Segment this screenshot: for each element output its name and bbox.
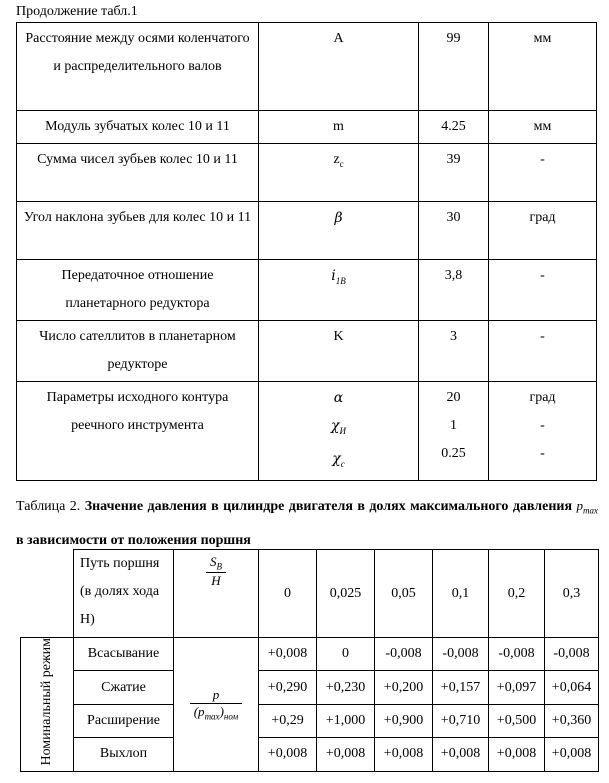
value-cell: -0,008 xyxy=(433,638,489,671)
symbol-chi-i: $\chi_И$ xyxy=(331,418,346,436)
value-cell: +0,064 xyxy=(545,671,599,704)
value-cell: -0,008 xyxy=(545,638,599,671)
value-cell: +0,008 xyxy=(375,738,433,771)
stroke-name: Всасывание xyxy=(74,638,174,671)
value-cell: +0,230 xyxy=(317,671,375,704)
symbol-alpha: α xyxy=(333,390,344,406)
value-cell: +0,710 xyxy=(433,704,489,737)
param-unit: град - - xyxy=(489,382,597,481)
param-value: 20 1 0.25 xyxy=(419,382,489,481)
position-cell: 0,025 xyxy=(317,550,375,638)
param-name: Число сателлитов в планетарном редукторе xyxy=(17,321,259,382)
value-cell: +0,008 xyxy=(317,738,375,771)
param-name: Модуль зубчатых колес 10 и 11 xyxy=(17,111,259,144)
value-cell: -0,008 xyxy=(375,638,433,671)
param-value: 3,8 xyxy=(419,260,489,321)
table-row xyxy=(21,638,599,671)
table1-caption: Продолжение табл.1 xyxy=(16,4,138,19)
param-unit: мм xyxy=(489,23,597,111)
empty-corner xyxy=(21,550,74,638)
param-value: 39 xyxy=(419,144,489,202)
table-row xyxy=(21,704,599,737)
value-cell: +0,900 xyxy=(375,704,433,737)
param-name: Передаточное отношение планетарного редуктора xyxy=(17,260,259,321)
value-cell: +0,290 xyxy=(259,671,317,704)
value-cell: +0,008 xyxy=(259,738,317,771)
param-value: 99 xyxy=(419,23,489,111)
value-cell: -0,008 xyxy=(489,638,545,671)
mode-label-cell xyxy=(21,638,74,772)
param-unit: - xyxy=(489,321,597,382)
table-row xyxy=(21,738,599,771)
param-symbol: A xyxy=(259,23,419,111)
header-fraction: $\frac{S_B}{H}$ xyxy=(174,550,259,638)
value-cell: +0,157 xyxy=(433,671,489,704)
param-name: Параметры исходного контура реечного инструмента xyxy=(17,382,259,481)
param-value: 3 xyxy=(419,321,489,382)
pressure-fraction: $\frac{p}{(p_{max})_{ном}}$ xyxy=(174,638,259,772)
stroke-name: Выхлоп xyxy=(74,738,174,771)
table-row xyxy=(17,382,597,481)
symbol-chi-c: $\chi_c$ xyxy=(332,450,345,469)
header-label: Путь поршня (в долях хода H) xyxy=(74,550,174,638)
table2-caption: Таблица 2. Значение давления в цилиндре двигателя в долях максимального давления $p_{max}$ в зависимости от положения поршня xyxy=(16,498,598,548)
param-symbol: $i_{1B}$ xyxy=(259,260,419,321)
table-row xyxy=(17,321,597,382)
pressure-table xyxy=(20,549,599,772)
mode-label: Номинальный режим xyxy=(39,638,54,766)
value-cell: +0,008 xyxy=(433,738,489,771)
stroke-name: Расширение xyxy=(74,704,174,737)
value-cell: +1,000 xyxy=(317,704,375,737)
header-row xyxy=(21,550,599,638)
value-cell: +0,500 xyxy=(489,704,545,737)
param-symbol: m xyxy=(259,111,419,144)
param-unit: - xyxy=(489,260,597,321)
table-row xyxy=(17,144,597,202)
param-name: Угол наклона зубьев для колес 10 и 11 xyxy=(17,202,259,260)
value-cell: 0 xyxy=(317,638,375,671)
parameters-table xyxy=(16,22,597,481)
value-cell: +0,008 xyxy=(545,738,599,771)
param-value: 30 xyxy=(419,202,489,260)
position-cell: 0 xyxy=(259,550,317,638)
param-unit: - xyxy=(489,144,597,202)
position-cell: 0,3 xyxy=(545,550,599,638)
param-symbol: K xyxy=(259,321,419,382)
table-row xyxy=(21,671,599,704)
param-unit: мм xyxy=(489,111,597,144)
stroke-name: Сжатие xyxy=(74,671,174,704)
param-unit: град xyxy=(489,202,597,260)
param-value: 4.25 xyxy=(419,111,489,144)
value-cell: +0,200 xyxy=(375,671,433,704)
value-cell: +0,097 xyxy=(489,671,545,704)
param-symbol: $z_c$ xyxy=(259,144,419,202)
param-name: Расстояние между осями коленчатого и распределительного валов xyxy=(17,23,259,111)
value-cell: +0,008 xyxy=(489,738,545,771)
table-row xyxy=(17,23,597,111)
param-name: Сумма чисел зубьев колес 10 и 11 xyxy=(17,144,259,202)
table-row xyxy=(17,202,597,260)
position-cell: 0,1 xyxy=(433,550,489,638)
position-cell: 0,05 xyxy=(375,550,433,638)
value-cell: +0,008 xyxy=(259,638,317,671)
param-symbol xyxy=(259,382,419,481)
position-cell: 0,2 xyxy=(489,550,545,638)
param-symbol: β xyxy=(259,202,419,260)
value-cell: +0,360 xyxy=(545,704,599,737)
value-cell: +0,29 xyxy=(259,704,317,737)
table-row xyxy=(17,260,597,321)
table-row xyxy=(17,111,597,144)
